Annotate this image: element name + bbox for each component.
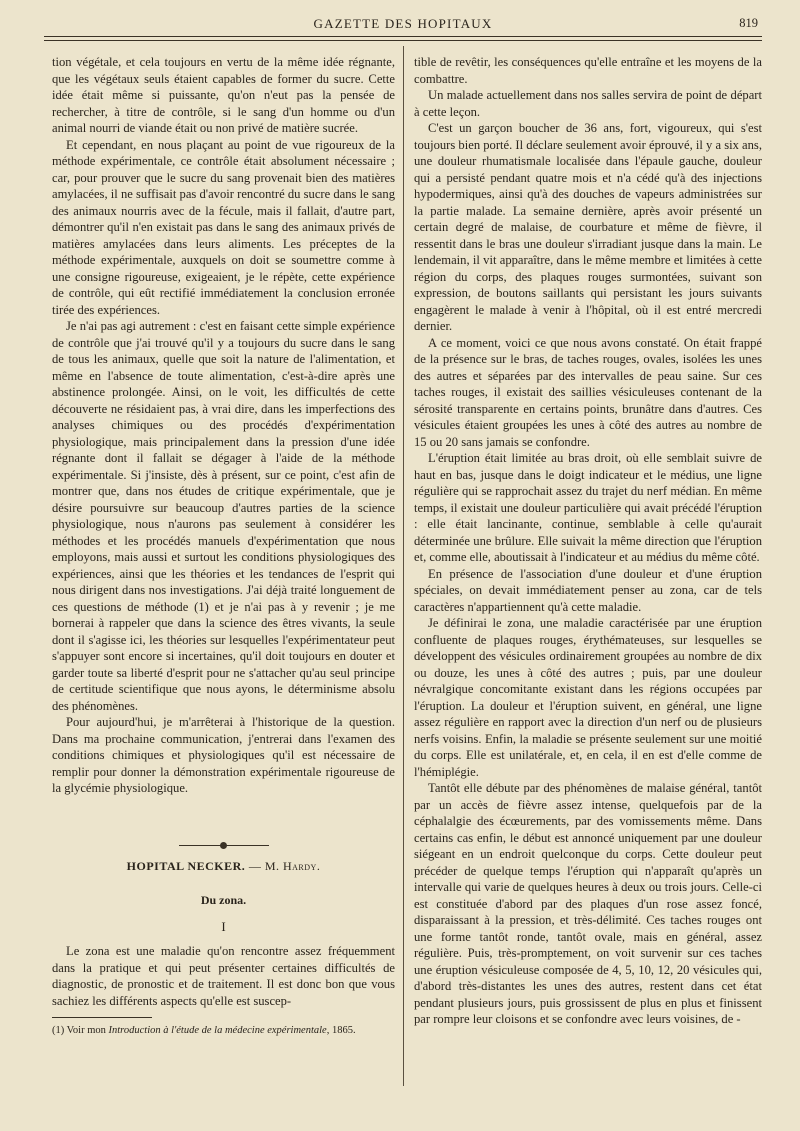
paragraph: tion végétale, et cela toujours en vertu de la même idée régnante, que les végétaux seuls étaient capables de former du sucre. Cette idée était même si puissante, qu'on n'eut pas la pensée de rechercher, à titre de contrôle, si le sang d'un homme ou d'un animal nourri de viande était ou non privé de matière sucrée. [52,55,395,135]
page-number: 819 [739,16,758,30]
footnote-suffix: , 1865. [326,1025,356,1036]
paragraph: Tantôt elle débute par des phénomènes de malaise général, tantôt par un accès de fièvre assez intense, quelquefois par de la céphalalgie des écœurements, par des vomissements même. Dans certains cas enfin, le début est annoncé uniquement par une douleur siégeant en un endroit quelconque du corps. Cette douleur peut précéder de quelque temps l'éruption qui n'apparaît qu'après un intervalle qui varie de quelques heures à deux ou trois jours. Celle-ci est constituée d'abord par des plaques d'un rose assez foncé, disparaissant à la pression, et très-délimité. Ces taches rouges ont une forme tantôt ronde, tantôt ovale, mais en général, assez régulière. Puis, très-promptement, on voit survenir sur ces taches une éruption vésiculeuse composée de 4, 5, 10, 12, 20 vésicules qui, d'abord très-distantes les unes des autres, restent dans cet état pendant plusieurs jours, puis grossissent de plus en plus et finissent par rompre leur cloisons et se confondre avec leurs voisines, de - [414,781,762,1026]
paragraph: Et cependant, en nous plaçant au point de vue rigoureux de la méthode expérimentale, ce contrôle était absolument nécessaire ; car, pour prouver que le sucre du sang provenait bien des matières amylacées, il ne suffisait pas d'avoir rencontré du sucre dans le sang des animaux nourris avec de la fécule, mais il fallait, d'autre part, démontrer qu'il n'en existait pas dans le sang des animaux privés de matières amylacées dans leurs aliments. Les préceptes de la méthode expérimentale, auxquels on doit se soumettre comme à une consigne rigoureuse, exigeaient, je le répète, cette expérience de contrôle, qui eût rectifié immédiatement la conclusion erronée tirée des expériences. [52,137,395,317]
heading-dash: — M. [245,858,283,873]
paragraph: Le zona est une maladie qu'on rencontre assez fréquemment dans la pratique et qui peut présenter certaines difficultés de diagnostic, de pronostic et de traitement. Il est donc bon que vous sachiez les différents aspects qu'elle est suscep- [52,944,395,1008]
article-title: Du zona. [200,893,247,907]
page-header [44,12,762,38]
paragraph: Un malade actuellement dans nos salles servira de point de départ à cette leçon. [414,88,762,119]
part-number: I [221,918,226,934]
section-heading [52,858,395,875]
left-column [52,54,395,1094]
paragraph: C'est un garçon boucher de 36 ans, fort, vigoureux, qui s'est toujours bien porté. Il déclare seulement avoir éprouvé, il y a six ans, une douleur rhumatismale localisée dans l'épaule gauche, douleur qui a persisté pendant quatre mois et n'a cédé qu'à des injections hypodermiques, ainsi qu'à des douches de vapeurs administrées sur la partie malade. La semaine dernière, après avoir présenté un certain degré de malaise, de courbature et même de fièvre, il ressentit dans le bras une douleur s'irradiant jusque dans la main. Le lendemain, il vit apparaître, dans le même membre et limitées à cette région du corps, des plaques rouges surmontées, suivant son expression, de boutons saillants qui persistant les jours suivants engagèrent le malade à venir à l'hôpital, où il est entré mercredi dernier. [414,121,762,333]
footnote-marker: (1) Voir mon [52,1025,109,1036]
paragraph: En présence de l'association d'une douleur et d'une éruption spéciales, on devait immédiatement penser au zona, car de tels caractères n'appartiennent qu'à cette maladie. [414,566,762,614]
right-column [414,54,762,1099]
paragraph: Je définirai le zona, une maladie caractérisée par une éruption confluente de plaques rouges, érythémateuses, sur lesquelles se développent des vésicules ordinairement groupées au nombre de dix ou douze, les unes à côté des autres ; puis, par une douleur névralgique concomitante existant dans les régions occupées par l'éruption. La douleur et l'éruption suivent, en général, une ligne assez régulière en rapport avec la direction d'un nerf ou de plusieurs nerfs voisins. Enfin, la maladie se présente seulement sur une moitié du corps. Elle est unilatérale, et, en cela, il en est d'elle comme de l'hémiplégie. [414,616,762,779]
footnote-rule [52,1017,152,1018]
paragraph: Je n'ai pas agi autrement : c'est en faisant cette simple expérience de contrôle que j'ai trouvé qu'il y a toujours du sucre dans le sang de tous les animaux, quelle que soit la nature de l'alimentation, et même en l'absence de toute alimentation, c'est-à-dire après une abstinence prolongée. Ainsi, on le voit, les difficultés de cette découverte ne résidaient pas, à vrai dire, dans les imperfections des analyses chimiques ou des procédés d'expérimentation physiologique, mais principalement dans la pression d'une idée régnante dont il fallait se dégager à l'aide de la méthode expérimentale. Si j'insiste, dès à présent, sur ce point, c'est afin de montrer que, dans nos études de critique expérimentale, que je désire poursuivre sur beaucoup d'autres parties de la science physiologique, nous n'aurons pas seulement à considérer les méthodes et les procédés manuels d'expérimentation que nous employons, mais aussi et surtout les conditions physiologiques des expériences, ainsi que les théories et les tendances de l'esprit qui nous dirigent dans nos investigations. J'ai déjà traité longuement de ces questions de méthode (1) et je n'ai pas à y revenir ; je me bornerai à rappeler que dans la science des êtres vivants, la seule dont il s'agisse ici, les théories sur lesquelles l'expérimentateur peut s'appuyer sont encore si incertaines, qu'il doit toujours en douter et garder toute sa liberté d'esprit pour ne s'attacher qu'au seul principe de certitude scientifique que nous ayons, le déterminisme absolu des phénomènes. [52,319,395,713]
header-rule-thick [44,36,762,37]
paragraph: tible de revêtir, les conséquences qu'elle entraîne et les moyens de la combattre. [414,55,762,86]
author-name: Hardy [282,858,317,873]
footnote [52,1024,395,1037]
header-rule-thin [44,40,762,41]
journal-title: GAZETTE DES HOPITAUX [313,16,493,31]
paragraph: L'éruption était limitée au bras droit, où elle semblait suivre de haut en bas, jusque dans le doigt indicateur et le médius, une ligne régulière qui se rapprochait assez du trajet du nerf médian. En même temps, il existait une douleur particulière qui avait précédé l'éruption : elle était lancinante, continue, semblable à celle qu'aurait déterminée une brûlure. Elle suivait la même direction que l'éruption et, comme elle, aboutissait à l'indicateur et au médius du même côté. [414,451,762,564]
author-suffix: . [316,858,321,873]
column-divider [403,46,404,1086]
footnote-book-title: Introduction à l'étude de la médecine expérimentale [108,1025,327,1036]
paragraph: Pour aujourd'hui, je m'arrêterai à l'historique de la question. Dans ma prochaine communication, j'entrerai dans l'examen des conditions chimiques et physiologiques qu'il est nécessaire de remplir pour donner la démonstration expérimentale rigoureuse de la glycémie physiologique. [52,715,395,795]
hospital-name: HOPITAL NECKER. [126,858,246,873]
separator-ornament [220,842,227,849]
section-separator [179,845,269,846]
paragraph: A ce moment, voici ce que nous avons constaté. On était frappé de la présence sur le bras, de taches rouges, ovales, isolées les unes des autres et séparées par des intervalles de peau saine. Sur ces taches rouges, il existait des saillies vésiculeuses contenant de la sérosité transparente en certains points, brunâtre dans d'autres. Ces vésicules étaient groupées les unes à côté des autres au nombre de 15 ou 20 sans jamais se confondre. [414,335,762,449]
